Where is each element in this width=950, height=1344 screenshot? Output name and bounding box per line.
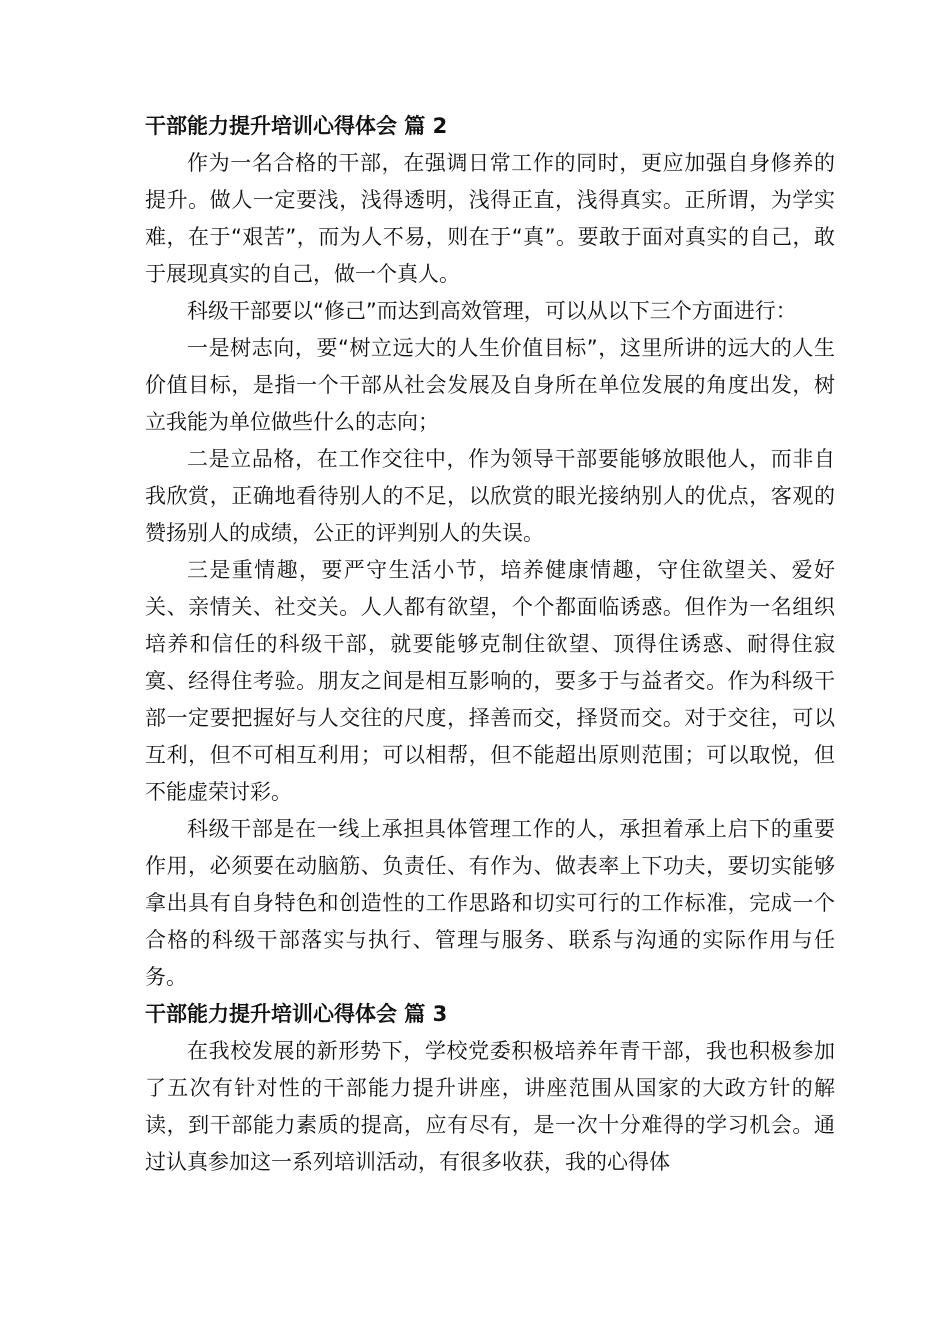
paragraph: 三是重情趣，要严守生活小节，培养健康情趣，守住欲望关、爱好关、亲情关、社交关。人人都有欲望，个个都面临诱惑。但作为一名组织培养和信任的科级干部，就要能够克制住欲望、顶得住诱惑、耐得住寂寞、经得住考验。朋友之间是相互影响的，要多于与益者交。作为科级干部一定要把握好与人交往的尺度，择善而交，择贤而交。对于交往，可以互利，但不可相互利用；可以相帮，但不能超出原则范围；可以取悦，但不能虚荣讨彩。 bbox=[145, 558, 835, 804]
paragraph: 科级干部要以“修己”而达到高效管理，可以从以下三个方面进行： bbox=[187, 299, 797, 323]
paragraph: 在我校发展的新形势下，学校党委积极培养年青干部，我也积极参加了五次有针对性的干部能力提升讲座，讲座范围从国家的大政方针的解读，到干部能力素质的提高，应有尽有，是一次十分难得的学习机会。通过认真参加这一系列培训活动，有很多收获，我的心得体 bbox=[145, 1039, 835, 1174]
document-page bbox=[145, 108, 835, 1181]
paragraph: 作为一名合格的干部，在强调日常工作的同时，更应加强自身修养的提升。做人一定要浅，浅得透明，浅得正直，浅得真实。正所谓，为学实难，在于“艰苦”，而为人不易，则在于“真”。要敢于面对真实的自己，敢于展现真实的自己，做一个真人。 bbox=[145, 151, 835, 286]
paragraph: 一是树志向，要“树立远大的人生价值目标”，这里所讲的远大的人生价值目标，是指一个干部从社会发展及自身所在单位发展的角度出发，树立我能为单位做些什么的志向； bbox=[145, 336, 835, 434]
paragraph: 二是立品格，在工作交往中，作为领导干部要能够放眼他人，而非自我欣赏，正确地看待别人的不足，以欣赏的眼光接纳别人的优点，客观的赞扬别人的成绩，公正的评判别人的失误。 bbox=[145, 447, 835, 545]
section-heading: 干部能力提升培训心得体会 篇 2 bbox=[145, 114, 448, 138]
section-heading: 干部能力提升培训心得体会 篇 3 bbox=[145, 1002, 448, 1026]
paragraph: 科级干部是在一线上承担具体管理工作的人，承担着承上启下的重要作用，必须要在动脑筋、负责任、有作为、做表率上下功夫，要切实能够拿出具有自身特色和创造性的工作思路和切实可行的工作标准，完成一个合格的科级干部落实与执行、管理与服务、联系与沟通的实际作用与任务。 bbox=[145, 817, 835, 989]
